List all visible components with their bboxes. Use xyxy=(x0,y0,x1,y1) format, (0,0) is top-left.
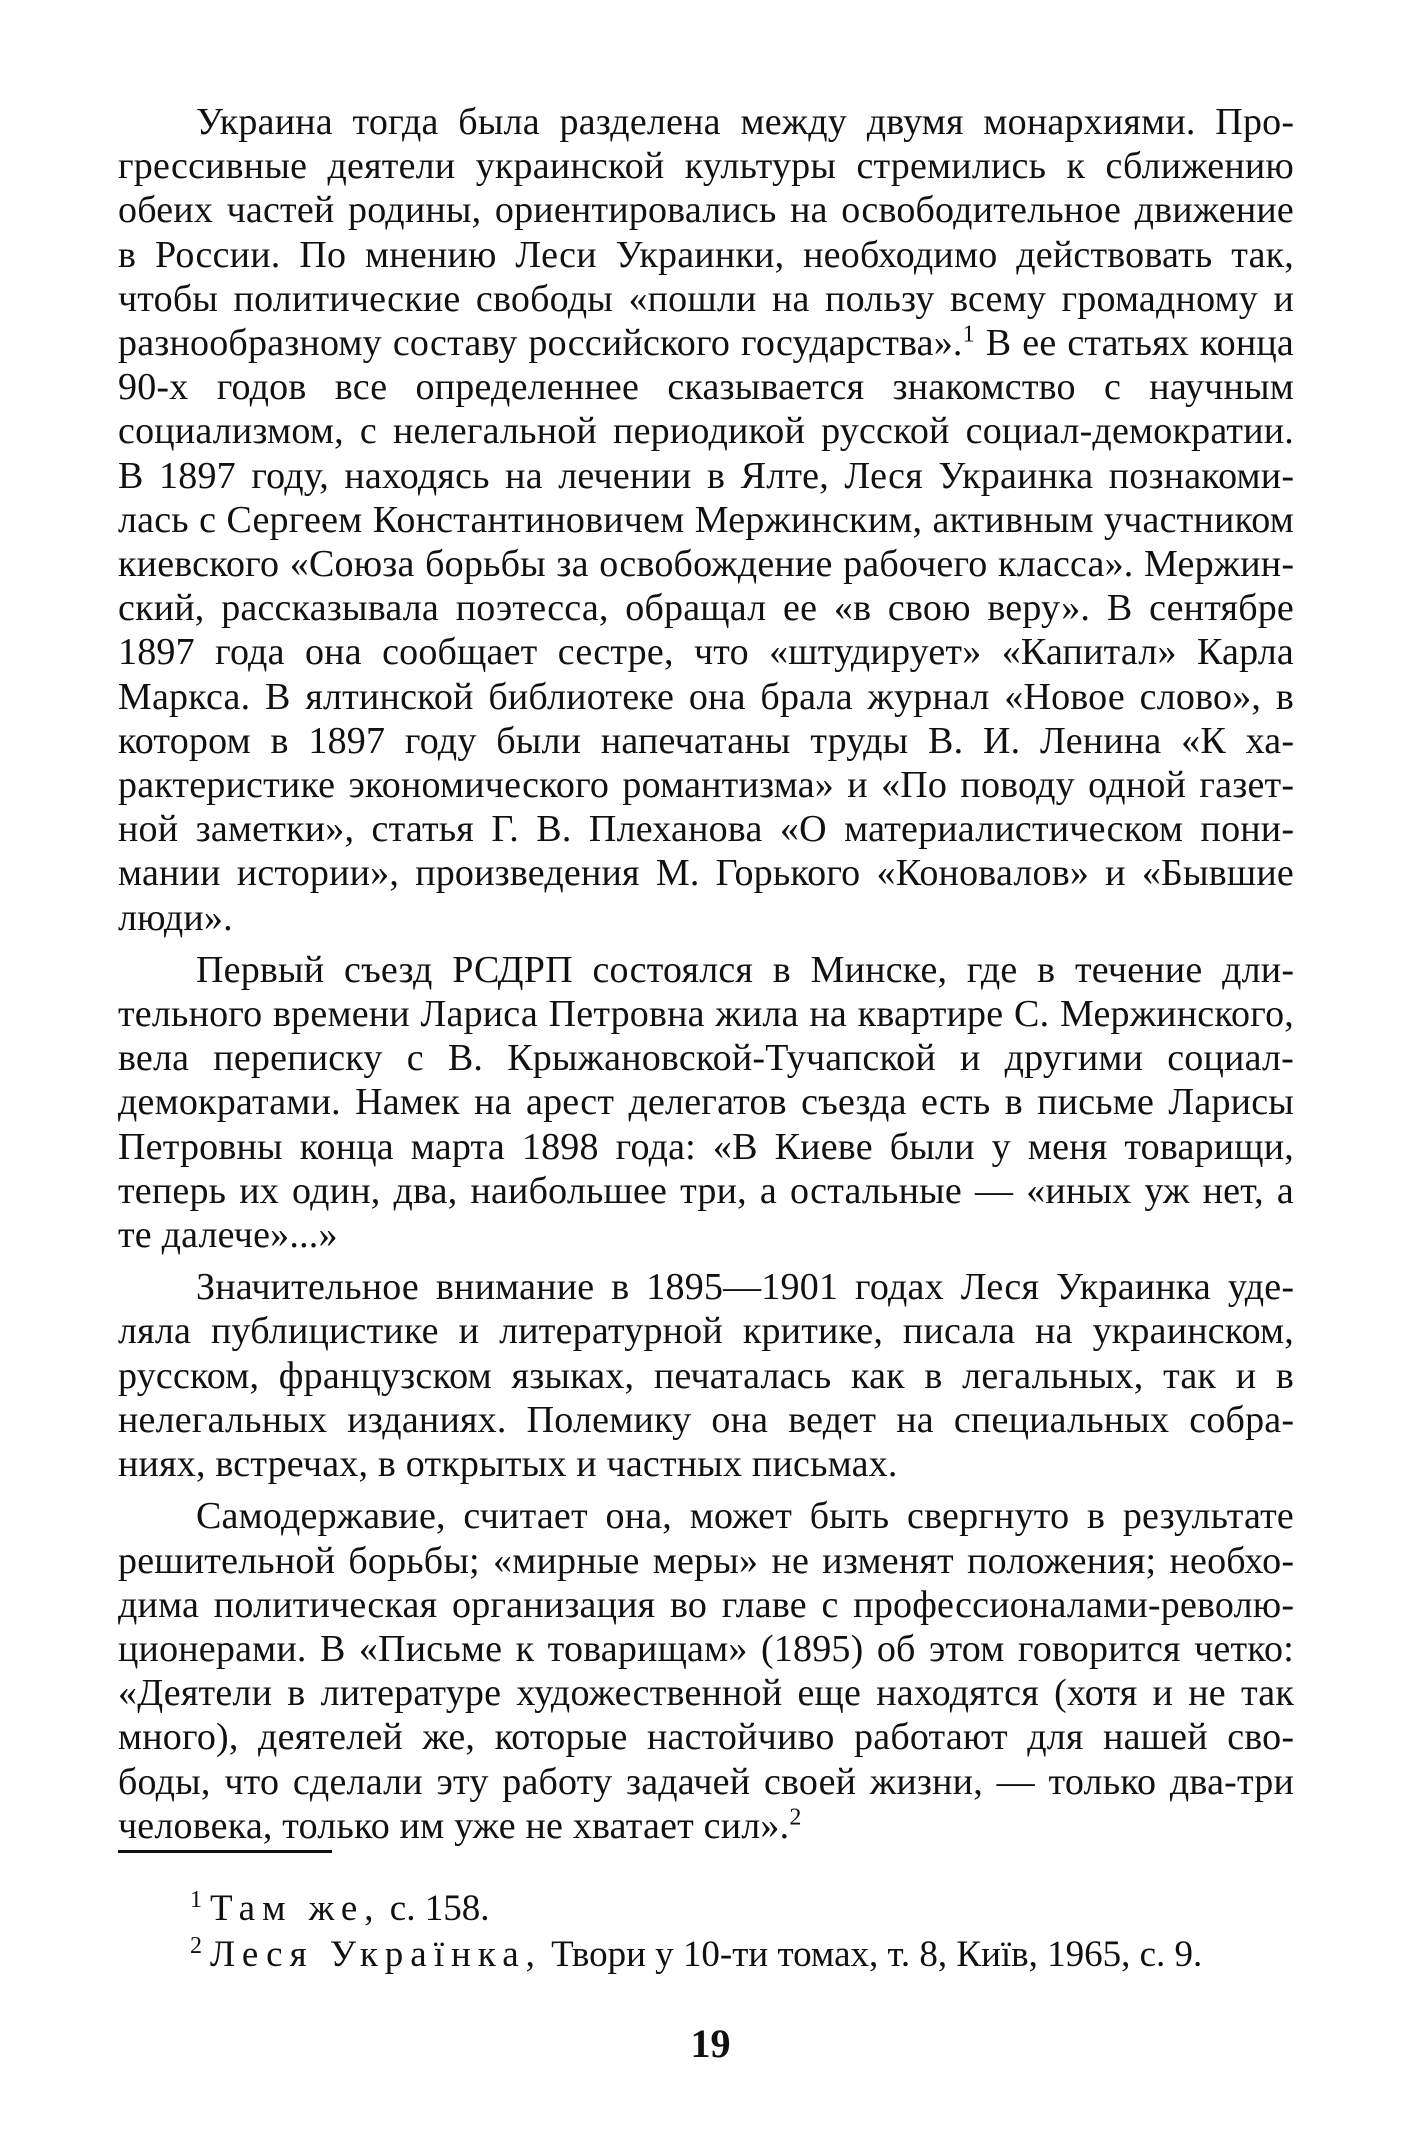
paragraph-2-text: Первый съезд РСДРП состоялся в Минске, где в течение длительного времени Лариса Петровна жила на квартире С. Мержинского, вела переписку с В. Крыжановской-Тучапской и другими социал-демократами. Намек на арест делегатов съезда есть в письме Ларисы Петровны конца марта 1898 года: «В Киеве были у меня товарищи, теперь их один, два, наибольшее три, а остальные — «иных уж нет, а те далече»...» xyxy=(118,948,1294,1257)
paragraph-1-text: Украина тогда была разделена между двумя монархиями. Прогрессивные деятели украинской культуры стремились к сближению обеих частей родины, ориентировались на освободительное движение в России. По мнению Леси Украинки, необходимо действовать так, чтобы политические свободы «пошли на пользу всему громадному и разнообразному составу российского государства». xyxy=(118,101,1294,365)
footnote-ref-1[interactable]: 1 xyxy=(962,321,975,348)
footnote-2-mark: 2 xyxy=(190,1932,202,1959)
paragraph-3-text: Значительное внимание в 1895—1901 годах Леся Украинка уделяла публицистике и литературной критике, писала на украинском, русском, французском языках, печаталась как в легальных, так и в нелегальных изданиях. Полемику она ведет на специальных собраниях, встречах, в открытых и частных письмах. xyxy=(118,1266,1294,1486)
footnote-2-text: Твори у 10-ти томах, т. 8, Київ, 1965, с. 9. xyxy=(541,1934,1203,1975)
footnote-1-author: Там же, xyxy=(210,1888,381,1929)
footnote-2-author: Леся Українка, xyxy=(210,1934,542,1975)
footnote-1 xyxy=(190,1886,1300,1932)
footnote-ref-2[interactable]: 2 xyxy=(789,1804,802,1831)
footnote-divider xyxy=(118,1850,332,1853)
footnote-1-text: с. 158. xyxy=(380,1888,490,1929)
page-number: 19 xyxy=(690,2021,731,2066)
main-text xyxy=(118,100,1294,1848)
paragraph-1-continuation: В ее статьях конца 90-х годов все определеннее сказывается знакомство с научным социализмом, с нелегальной периодикой русской социал-демократии. В 1897 году, находясь на лечении в Ялте, Леся Украинка познакомилась с Сергеем Константиновичем Мержинским, активным участником киевского «Союза борьбы за освобождение рабочего класса». Мержинский, рассказывала поэтесса, обращал ее «в свою веру». В сентябре 1897 года она сообщает сестре, что «штудирует» «Капитал» Карла Маркса. В ялтинской библиотеке она брала журнал «Новое слово», в котором в 1897 году были напечатаны труды В. И. Ленина «К характеристике экономического романтизма» и «По поводу одной газетной заметки», статья Г. В. Плеханова «О материалистическом понимании истории», произведения М. Горького «Коновалов» и «Бывшие люди». xyxy=(118,322,1295,939)
paragraph-2 xyxy=(118,948,1294,1257)
footnote-2 xyxy=(190,1932,1300,1978)
paragraph-4-text: Самодержавие, считает она, может быть свергнуто в результате решительной борьбы; «мирные меры» не изменят положения; необходима политическая организация во главе с профессионалами-революционерами. В «Письме к товарищам» (1895) об этом говорится четко: «Деятели в литературе художественной еще находятся (хотя и не так много), деятелей же, которые настойчиво работают для нашей свободы, что сделали эту работу задачей своей жизни, — только два-три человека, только им уже не хватает сил». xyxy=(118,1495,1294,1847)
footnote-1-mark: 1 xyxy=(190,1886,202,1913)
footnotes xyxy=(190,1886,1300,1978)
paragraph-4 xyxy=(118,1494,1294,1848)
paragraph-3 xyxy=(118,1265,1294,1486)
paragraph-1 xyxy=(118,100,1294,940)
